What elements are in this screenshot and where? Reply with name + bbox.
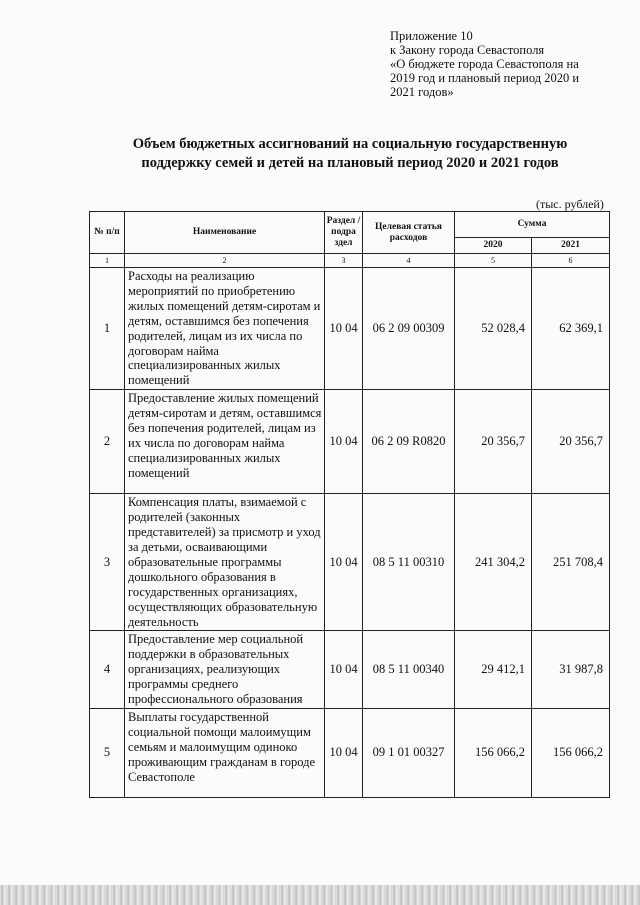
row-name: Расходы на реализацию мероприятий по приобретению жилых помещений детям-сиротам и детям, оставшимся без попечения родителей, лицам из их числа по договорам найма специализированных жилых помещений (125, 268, 325, 390)
row-num: 5 (90, 708, 125, 797)
row-num: 2 (90, 390, 125, 494)
row-amount-2020: 156 066,2 (455, 708, 532, 797)
header-year-2021: 2021 (532, 238, 610, 254)
table-row (90, 708, 610, 797)
index-cell: 5 (455, 254, 532, 268)
annex-line: 2019 год и плановый период 2020 и (390, 71, 580, 85)
row-name: Выплаты государственной социальной помощи малоимущим семьям и малоимущим одиноко проживающим гражданам в городе Севастополе (125, 708, 325, 797)
header-num: № п/п (90, 212, 125, 254)
row-name: Предоставление жилых помещений детям-сиротам и детям, оставшимся без попечения родителей, лицам из их числа по договорам найма специализированных жилых помещений (125, 390, 325, 494)
header-sum: Сумма (455, 212, 610, 238)
row-section: 10 04 (325, 494, 363, 631)
row-section: 10 04 (325, 708, 363, 797)
row-target: 06 2 09 00309 (363, 268, 455, 390)
row-target: 08 5 11 00340 (363, 631, 455, 709)
table-row (90, 631, 610, 709)
document-title (60, 135, 640, 173)
annex-line: «О бюджете города Севастополя на (390, 57, 579, 71)
index-cell: 2 (125, 254, 325, 268)
row-name: Предоставление мер социальной поддержки в образовательных организациях, реализующих программы среднего профессионального образования (125, 631, 325, 709)
row-num: 3 (90, 494, 125, 631)
annex-line: Приложение 10 (390, 29, 473, 43)
header-section: Раздел /подра здел (325, 212, 363, 254)
scan-edge (0, 885, 640, 905)
table-row (90, 268, 610, 390)
row-name: Компенсация платы, взимаемой с родителей (законных представителей) за присмотр и уход за детьми, осваивающими образовательные программы дошкольного образования в государственных организациях, осуществляющих образовательную деятельность (125, 494, 325, 631)
row-target: 06 2 09 R0820 (363, 390, 455, 494)
table-row (90, 494, 610, 631)
column-index-row (90, 254, 610, 268)
table-row (90, 390, 610, 494)
row-target: 08 5 11 00310 (363, 494, 455, 631)
index-cell: 4 (363, 254, 455, 268)
title-line-2: поддержку семей и детей на плановый период 2020 и 2021 годов (141, 155, 559, 171)
annex-line: 2021 годов» (390, 85, 454, 99)
row-num: 1 (90, 268, 125, 390)
row-num: 4 (90, 631, 125, 709)
index-cell: 6 (532, 254, 610, 268)
row-section: 10 04 (325, 390, 363, 494)
row-amount-2020: 52 028,4 (455, 268, 532, 390)
header-year-2020: 2020 (455, 238, 532, 254)
allocations-table (89, 211, 610, 798)
title-line-1: Объем бюджетных ассигнований на социальную государственную (132, 136, 568, 152)
row-target: 09 1 01 00327 (363, 708, 455, 797)
annex-note (390, 29, 605, 99)
row-section: 10 04 (325, 268, 363, 390)
row-amount-2020: 29 412,1 (455, 631, 532, 709)
index-cell: 3 (325, 254, 363, 268)
units-label: (тыс. рублей) (536, 197, 604, 211)
row-amount-2021: 20 356,7 (532, 390, 610, 494)
row-amount-2020: 241 304,2 (455, 494, 532, 631)
row-amount-2021: 156 066,2 (532, 708, 610, 797)
index-cell: 1 (90, 254, 125, 268)
row-amount-2020: 20 356,7 (455, 390, 532, 494)
row-section: 10 04 (325, 631, 363, 709)
header-target: Целевая статья расходов (363, 212, 455, 254)
row-amount-2021: 62 369,1 (532, 268, 610, 390)
row-amount-2021: 31 987,8 (532, 631, 610, 709)
row-amount-2021: 251 708,4 (532, 494, 610, 631)
header-name: Наименование (125, 212, 325, 254)
annex-line: к Закону города Севастополя (390, 43, 545, 57)
